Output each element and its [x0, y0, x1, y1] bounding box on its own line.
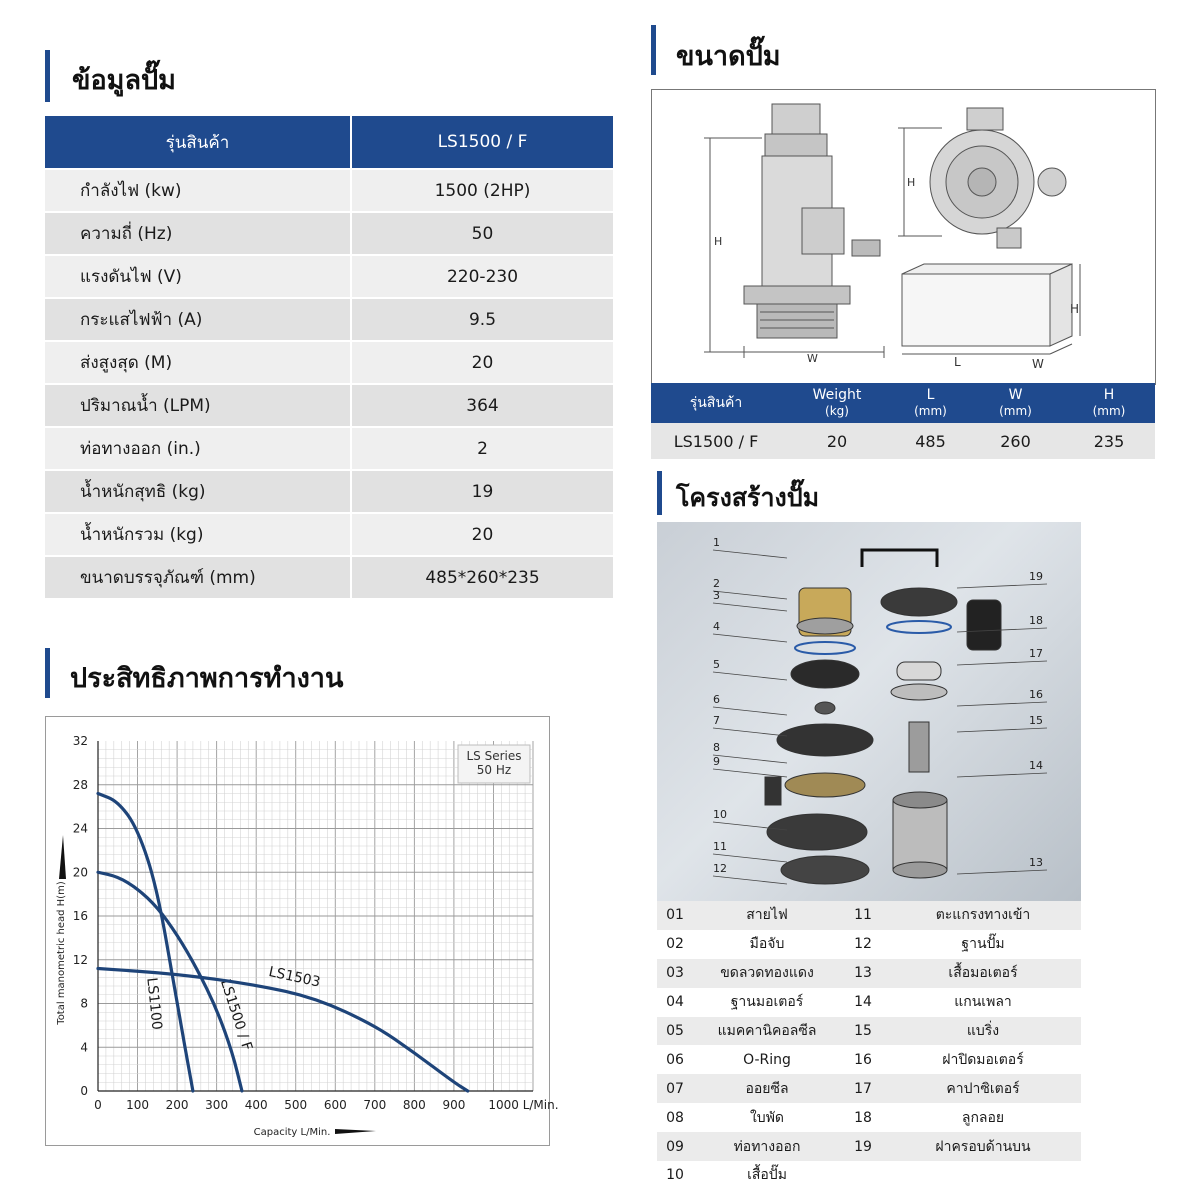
spec-row	[45, 213, 613, 254]
x-tick-label: 0	[94, 1098, 102, 1112]
part-name: มือจับ	[749, 936, 785, 953]
series-label: LS1503	[267, 964, 322, 991]
spec-table	[45, 116, 613, 598]
callout-leader-line	[713, 769, 787, 777]
spec-row	[45, 385, 613, 426]
part-number-right: 12	[854, 936, 872, 953]
y-tick-label: 0	[80, 1084, 88, 1098]
dimensions-title: ขนาดปั๊ม	[676, 41, 781, 72]
callout-leader-line	[713, 591, 787, 599]
dim-cell-model: LS1500 / F	[673, 431, 759, 451]
spec-header-model: LS1500 / F	[437, 132, 528, 152]
callout-leader-line	[713, 672, 787, 680]
callout-left: 1	[713, 536, 720, 549]
callout-left: 12	[713, 862, 727, 875]
x-tick-label: 1000 L/Min.	[488, 1098, 559, 1112]
y-tick-label: 12	[72, 952, 88, 967]
x-tick-label: 100	[126, 1098, 149, 1112]
spec-row	[45, 342, 613, 383]
callout-right: 19	[1029, 570, 1043, 583]
part-number: 09	[666, 1138, 684, 1155]
y-tick-label: 8	[80, 996, 88, 1011]
spec-row-value: 220-230	[446, 266, 519, 287]
parts-row	[657, 1045, 1081, 1074]
part-name: ฐานมอเตอร์	[730, 994, 804, 1011]
structure-title: โครงสร้างปั๊ม	[676, 483, 820, 512]
spec-row-value: 50	[471, 223, 494, 244]
spec-row-label: ท่อทางออก (in.)	[45, 428, 352, 469]
part-name: ท่อทางออก	[733, 1138, 801, 1155]
exploded-view-panel	[657, 522, 1081, 901]
pump-side-view	[744, 104, 880, 338]
dim-header-width: W (mm)	[999, 387, 1032, 418]
callout-leader-line	[713, 634, 787, 642]
parts-row	[657, 1074, 1081, 1103]
callout-leader-line	[713, 728, 787, 736]
spec-row	[45, 471, 613, 512]
series-label: LS1100	[143, 976, 165, 1031]
y-tick-label: 24	[72, 821, 88, 836]
spec-row-value: 485*260*235	[425, 567, 540, 588]
top-h-label: H	[907, 176, 916, 189]
spec-row-label: กำลังไฟ (kw)	[45, 170, 352, 211]
callout-left: 10	[713, 808, 727, 821]
dim-header-length: L (mm)	[914, 387, 947, 418]
x-tick-label: 600	[323, 1098, 347, 1112]
callout-right: 15	[1029, 714, 1043, 727]
y-axis-label: Total manometric head H(m)	[56, 881, 67, 1025]
spec-row-label: ปริมาณน้ำ (LPM)	[45, 385, 352, 426]
callout-left: 8	[713, 741, 720, 754]
part-name-right: ฝาปิดมอเตอร์	[942, 1051, 1024, 1068]
part-name: สายไฟ	[746, 907, 788, 924]
callout-right: 18	[1029, 614, 1043, 627]
part-name-right	[885, 1161, 1081, 1190]
side-w-label: W	[807, 352, 818, 365]
parts-row	[657, 1132, 1081, 1161]
part-number-right: 11	[854, 907, 872, 924]
x-tick-label: 300	[205, 1098, 229, 1112]
x-tick-label: 900	[442, 1098, 466, 1112]
legend-box-text: LS Series	[466, 749, 522, 763]
part-name: เสื้อปั๊ม	[747, 1167, 787, 1184]
callout-left: 7	[713, 714, 720, 727]
spec-row	[45, 557, 613, 598]
right-part-stack	[881, 588, 1001, 878]
pump-info-title-bar	[45, 50, 50, 102]
dim-cell-weight: 20	[826, 431, 848, 451]
part-name: ออยซีล	[745, 1080, 789, 1097]
performance-title-bar	[45, 648, 50, 698]
part-number: 08	[666, 1109, 684, 1126]
box-l-label: L	[954, 355, 961, 369]
spec-row-value: 364	[466, 395, 499, 416]
callout-right: 14	[1029, 759, 1043, 772]
dimension-table-header	[651, 383, 1155, 423]
part-number: 06	[666, 1051, 684, 1068]
parts-row	[657, 930, 1081, 959]
dim-cell-width: 260	[1000, 431, 1031, 451]
callout-left: 5	[713, 658, 720, 671]
x-tick-label: 800	[402, 1098, 426, 1112]
callout-left: 6	[713, 693, 720, 706]
part-number-right: 19	[854, 1138, 872, 1155]
spec-row-value: 2	[477, 438, 488, 459]
series-label: LS1500 / F	[216, 977, 256, 1053]
spec-row-label: แรงดันไฟ (V)	[45, 256, 352, 297]
spec-row	[45, 428, 613, 469]
dim-header-height: H (mm)	[1092, 387, 1126, 418]
y-tick-label: 4	[80, 1040, 88, 1055]
package-box	[902, 264, 1080, 354]
parts-row	[657, 901, 1081, 930]
dimension-drawing-frame	[651, 89, 1156, 385]
spec-row	[45, 299, 613, 340]
callout-left: 3	[713, 589, 720, 602]
callout-right: 17	[1029, 647, 1043, 660]
dim-header-weight: Weight (kg)	[812, 387, 862, 418]
box-h-label: H	[1070, 302, 1080, 316]
structure-title-bar	[657, 471, 662, 515]
side-h-label: H	[714, 235, 723, 248]
pump-top-view	[930, 108, 1066, 248]
callout-left: 4	[713, 620, 720, 633]
dim-cell-height: 235	[1093, 431, 1125, 451]
part-number: 04	[666, 994, 684, 1011]
spec-table-header	[45, 116, 613, 168]
callout-leader-line	[713, 707, 787, 715]
part-name-right: เสื้อมอเตอร์	[948, 965, 1018, 982]
spec-row-label: ขนาดบรรจุภัณฑ์ (mm)	[45, 557, 352, 598]
dimension-table-row	[651, 423, 1155, 459]
part-number-right: 17	[854, 1080, 872, 1097]
parts-row	[657, 1161, 1081, 1190]
part-number: 10	[666, 1167, 684, 1184]
performance-chart-frame	[45, 716, 559, 1146]
callout-leader-line	[713, 550, 787, 558]
spec-row-value: 19	[471, 481, 494, 502]
y-tick-label: 20	[72, 865, 88, 880]
legend-box-text: 50 Hz	[476, 763, 512, 777]
callout-left: 11	[713, 840, 727, 853]
callout-right: 13	[1029, 856, 1043, 869]
callout-leader-line	[713, 603, 787, 611]
callout-leader-line	[957, 773, 1047, 777]
box-w-label: W	[1032, 357, 1044, 371]
part-number-right	[841, 1161, 885, 1190]
y-axis-arrow	[59, 835, 66, 879]
part-name: ขดลวดทองแดง	[720, 965, 814, 982]
callout-leader-line	[713, 854, 787, 862]
part-number-right: 18	[854, 1109, 872, 1126]
dim-header-model: รุ่นสินค้า	[689, 395, 743, 411]
callout-left: 9	[713, 755, 720, 768]
dimensions-title-bar	[651, 25, 656, 75]
performance-title: ประสิทธิภาพการทำงาน	[70, 663, 344, 694]
spec-row-label: น้ำหนักสุทธิ (kg)	[45, 471, 352, 512]
part-name-right: ลูกลอย	[961, 1109, 1005, 1126]
part-number: 01	[666, 907, 684, 924]
y-tick-label: 28	[72, 777, 88, 792]
spec-row-value: 20	[471, 352, 494, 373]
spec-row-label: น้ำหนักรวม (kg)	[45, 514, 352, 555]
dimension-drawing	[652, 90, 1155, 384]
spec-row	[45, 170, 613, 211]
part-number: 03	[666, 965, 684, 982]
part-name: ใบพัด	[749, 1109, 785, 1126]
callout-leader-line	[957, 870, 1047, 874]
spec-row	[45, 514, 613, 555]
spec-row-label: ความถี่ (Hz)	[45, 213, 352, 254]
callout-leader-line	[713, 755, 787, 763]
part-name-right: ฐานปั๊ม	[961, 936, 1005, 953]
callout-leader-line	[713, 876, 787, 884]
spec-row-value: 1500 (2HP)	[434, 180, 531, 201]
parts-table	[657, 901, 1081, 1190]
part-name-right: แบริ่ง	[966, 1023, 1000, 1039]
part-number-right: 15	[854, 1023, 872, 1039]
parts-row	[657, 1017, 1081, 1046]
x-tick-label: 400	[244, 1098, 268, 1112]
part-number: 02	[666, 936, 684, 953]
part-name: O-Ring	[743, 1051, 791, 1068]
spec-row	[45, 256, 613, 297]
callout-leader-line	[957, 702, 1047, 706]
parts-row	[657, 1103, 1081, 1132]
y-tick-label: 16	[72, 909, 88, 923]
spec-row-label: กระแสไฟฟ้า (A)	[45, 299, 352, 340]
x-tick-label: 500	[284, 1098, 308, 1112]
x-axis-arrow	[335, 1129, 376, 1134]
pump-info-title: ข้อมูลปั๊ม	[72, 65, 176, 96]
spec-row-value: 9.5	[468, 309, 497, 330]
callout-right: 16	[1029, 688, 1043, 701]
callout-leader-line	[957, 584, 1047, 588]
spec-row-label: ส่งสูงสุด (M)	[45, 342, 352, 383]
part-number: 05	[666, 1023, 684, 1039]
dim-cell-length: 485	[915, 431, 946, 451]
part-number-right: 16	[854, 1051, 872, 1068]
y-tick-label: 32	[72, 734, 88, 748]
part-name-right: ฝาครอบด้านบน	[935, 1138, 1031, 1155]
callout-leader-line	[957, 661, 1047, 665]
part-number: 07	[666, 1080, 684, 1097]
part-name: แมคคานิคอลซีล	[717, 1023, 817, 1039]
callout-left: 2	[713, 577, 720, 590]
parts-row	[657, 988, 1081, 1017]
x-axis-label: Capacity L/Min.	[253, 1127, 331, 1138]
part-name-right: แกนเพลา	[954, 994, 1012, 1011]
part-number-right: 14	[854, 994, 872, 1011]
performance-chart	[46, 717, 559, 1145]
x-tick-label: 200	[165, 1098, 189, 1112]
spec-header-label: รุ่นสินค้า	[45, 116, 352, 168]
part-name-right: คาปาซิเตอร์	[946, 1080, 1020, 1097]
part-name-right: ตะแกรงทางเข้า	[935, 907, 1031, 924]
x-tick-label: 700	[363, 1098, 387, 1112]
parts-row	[657, 959, 1081, 988]
spec-row-value: 20	[471, 524, 494, 545]
dimension-table	[651, 383, 1155, 459]
callout-leader-line	[957, 728, 1047, 732]
part-number-right: 13	[854, 965, 872, 982]
